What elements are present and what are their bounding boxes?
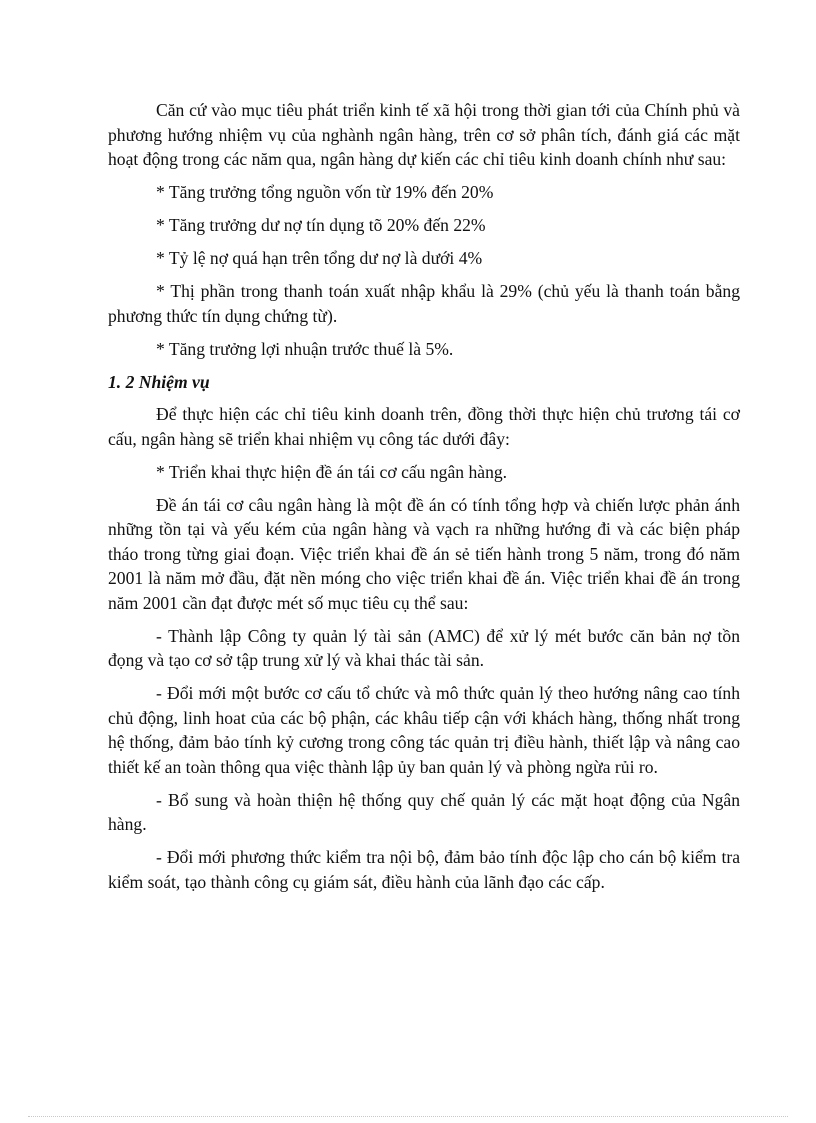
intro-paragraph: Căn cứ vào mục tiêu phát triển kinh tế xã hội trong thời gian tới của Chính phủ và phương hướng nhiệm vụ của nghành ngân hàng, trên cơ sở phân tích, đánh giá các mặt hoạt động trong các năm qua, ngân hàng dự kiến các chỉ tiêu kinh doanh chính như sau: [108,100,740,169]
objective-item-internal-audit: - Đổi mới phương thức kiểm tra nội bộ, đảm bảo tính độc lập cho cán bộ kiểm tra kiểm soát, tạo thành công cụ giám sát, điều hành của lãnh đạo các cấp. [108,847,740,892]
task-bullet: * Triển khai thực hiện đề án tái cơ cấu ngân hàng. [156,461,508,482]
page-bottom-divider [28,1116,788,1117]
restructuring-paragraph: Đề án tái cơ câu ngân hàng là một đề án có tính tổng hợp và chiến lược phản ánh những tồn tại và yếu kém của ngân hàng và vạch ra những hướng đi và các biện pháp tháo trong từng giai đoạn. Việc triển khai đề án sẻ tiến hành trong 5 năm, trong đó năm 2001 là năm mở đầu, đặt nền móng cho việc triển khai đề án. Việc triển khai đề án trong năm 2001 cần đạt được mét số mục tiêu cụ thể sau: [108,494,740,613]
target-item-credit: * Tăng trưởng dư nợ tín dụng tõ 20% đến 22% [156,215,486,235]
section-intro-paragraph: Để thực hiện các chỉ tiêu kinh doanh trên, đồng thời thực hiện chủ trương tái cơ cấu, ngân hàng sẽ triển khai nhiệm vụ công tác dưới đây: [108,404,740,449]
target-item-profit: * Tăng trưởng lợi nhuận trước thuế là 5%. [156,338,454,359]
objective-item-amc: - Thành lập Công ty quản lý tài sản (AMC) để xử lý mét bước căn bản nợ tồn đọng và tạo cơ sở tập trung xử lý và khai thác tài sản. [108,625,740,670]
objective-item-organization: - Đổi mới một bước cơ cấu tổ chức và mô thức quản lý theo hướng nâng cao tính chủ động, linh hoat của các bộ phận, các khâu tiếp cận với khách hàng, thống nhất trong hệ thống, đảm bảo tính kỷ cương trong công tác quản trị điều hành, thiết lập và nâng cao thiết kế an toàn thông qua việc thành lập ủy ban quản lý và phòng ngừa rủi ro. [108,683,740,777]
document-page [108,98,740,903]
objective-item-regulations: - Bổ sung và hoàn thiện hệ thống quy chế quản lý các mặt hoạt động của Ngân hàng. [108,789,740,834]
target-item-market-share: * Thị phần trong thanh toán xuất nhập khẩu là 29% (chủ yếu là thanh toán bằng phương thức tín dụng chứng từ). [108,281,740,326]
section-heading: 1. 2 Nhiệm vụ [108,371,210,392]
target-item-overdue-ratio: * Tỷ lệ nợ quá hạn trên tổng dư nợ là dưới 4% [156,248,483,268]
target-item-capital: * Tăng trưởng tổng nguồn vốn từ 19% đến 20% [156,182,494,202]
